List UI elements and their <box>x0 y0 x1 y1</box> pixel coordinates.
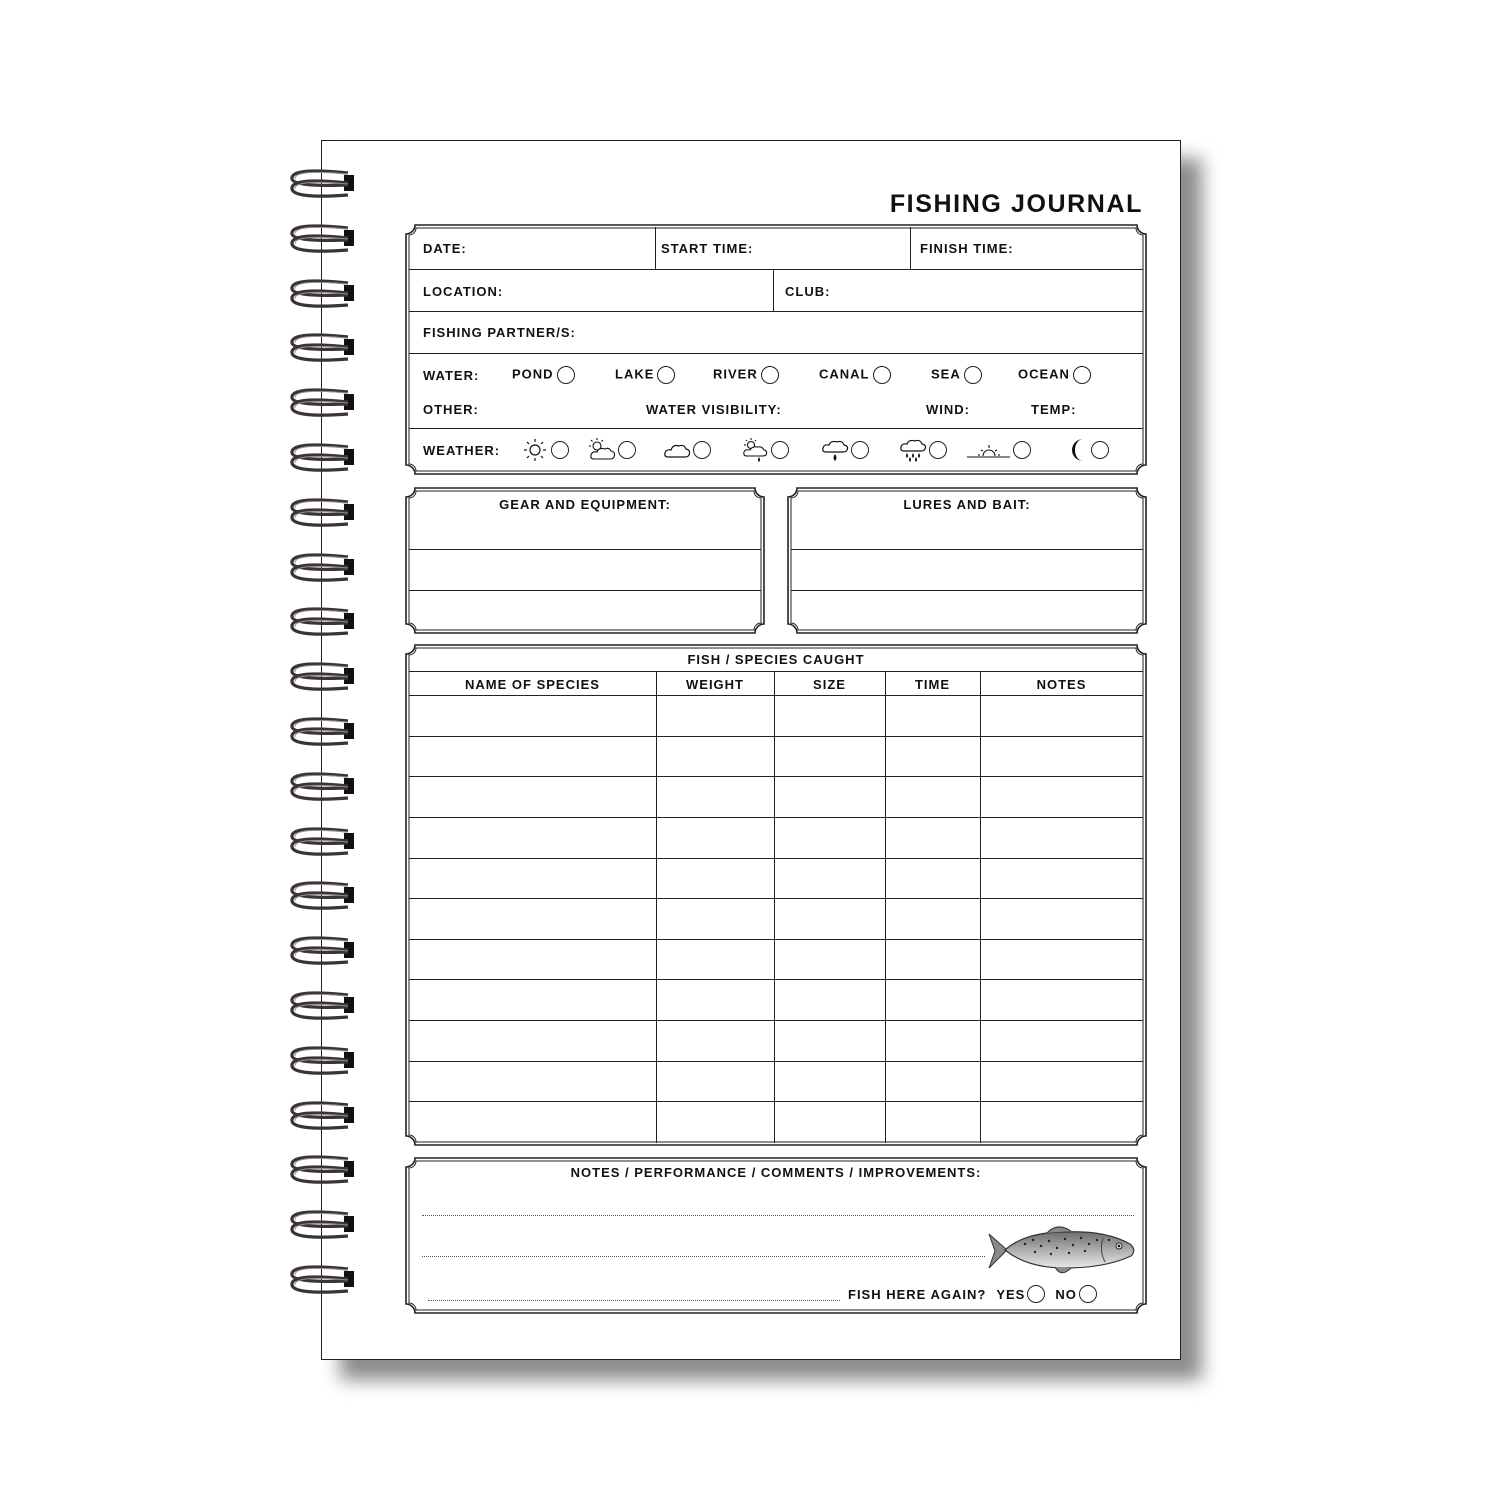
water-option-label: POND <box>512 366 554 382</box>
catch-table-title: FISH / SPECIES CAUGHT <box>687 652 865 667</box>
finish-time-field[interactable]: FINISH TIME: <box>920 241 1014 256</box>
table-row[interactable] <box>409 898 1143 899</box>
canal-radio[interactable] <box>873 366 891 384</box>
water-label: WATER: <box>423 368 480 383</box>
other-field[interactable]: OTHER: <box>423 402 479 417</box>
sea-radio[interactable] <box>964 366 982 384</box>
gear-line[interactable] <box>409 590 761 591</box>
session-frame-inner <box>409 228 1143 471</box>
column-divider <box>774 671 775 1143</box>
table-row[interactable] <box>409 695 1143 696</box>
fish-again-row <box>848 1285 1097 1303</box>
divider <box>655 227 656 269</box>
fish-again-label: FISH HERE AGAIN? <box>848 1286 987 1302</box>
weather-option-partly-cloudy[interactable] <box>587 436 636 464</box>
water-option-label: LAKE <box>615 366 655 382</box>
divider <box>409 353 1143 354</box>
column-header-weight: WEIGHT <box>686 677 744 692</box>
no-radio[interactable] <box>1079 1285 1097 1303</box>
weather-option-sunset[interactable] <box>966 436 1031 464</box>
partly-cloudy-icon <box>587 437 617 463</box>
page-title: FISHING JOURNAL <box>889 190 1143 218</box>
club-field[interactable]: CLUB: <box>785 284 831 299</box>
divider <box>409 311 1143 312</box>
column-header-species: NAME OF SPECIES <box>465 677 600 692</box>
notes-title: NOTES / PERFORMANCE / COMMENTS / IMPROVEMENTS: <box>570 1165 982 1180</box>
sun-icon <box>520 437 550 463</box>
column-divider <box>885 671 886 1143</box>
weather-option-sun[interactable] <box>520 436 569 464</box>
water-option-lake[interactable] <box>615 366 675 384</box>
weather-radio[interactable] <box>618 441 636 459</box>
table-row[interactable] <box>409 979 1143 980</box>
weather-radio[interactable] <box>771 441 789 459</box>
notes-line[interactable] <box>422 1215 1134 1216</box>
table-row[interactable] <box>409 776 1143 777</box>
weather-radio[interactable] <box>693 441 711 459</box>
water-option-pond[interactable] <box>512 366 575 384</box>
lures-line[interactable] <box>791 549 1143 550</box>
location-field[interactable]: LOCATION: <box>423 284 504 299</box>
weather-option-sun-cloud-rain[interactable] <box>740 436 789 464</box>
catch-table-frame <box>406 645 1146 1145</box>
table-row[interactable] <box>409 736 1143 737</box>
weather-radio[interactable] <box>551 441 569 459</box>
water-option-label: RIVER <box>713 366 758 382</box>
cloud-heavy-rain-icon <box>898 437 928 463</box>
cloud-icon <box>662 437 692 463</box>
cloud-drizzle-icon <box>820 437 850 463</box>
moon-icon <box>1068 437 1090 463</box>
ocean-radio[interactable] <box>1073 366 1091 384</box>
yes-radio[interactable] <box>1027 1285 1045 1303</box>
pond-radio[interactable] <box>557 366 575 384</box>
weather-label: WEATHER: <box>423 443 501 458</box>
divider <box>409 671 1143 672</box>
column-header-notes: NOTES <box>1036 677 1087 692</box>
water-option-label: SEA <box>931 366 961 382</box>
table-row[interactable] <box>409 1020 1143 1021</box>
water-visibility-field[interactable]: WATER VISIBILITY: <box>646 402 782 417</box>
water-option-ocean[interactable] <box>1018 366 1091 384</box>
lures-title: LURES AND BAIT: <box>903 497 1031 512</box>
table-row[interactable] <box>409 817 1143 818</box>
catch-table-frame-inner <box>409 648 1143 1142</box>
table-row[interactable] <box>409 1101 1143 1102</box>
sunset-icon <box>966 437 1012 463</box>
column-divider <box>656 671 657 1143</box>
weather-radio[interactable] <box>1013 441 1031 459</box>
sun-cloud-rain-icon <box>740 437 770 463</box>
water-option-label: CANAL <box>819 366 870 382</box>
weather-option-heavy-rain[interactable] <box>898 436 947 464</box>
wind-field[interactable]: WIND: <box>926 402 970 417</box>
weather-radio[interactable] <box>1091 441 1109 459</box>
notes-line[interactable] <box>428 1300 840 1301</box>
weather-option-night[interactable] <box>1068 436 1109 464</box>
trout-illustration <box>985 1222 1140 1282</box>
weather-radio[interactable] <box>929 441 947 459</box>
water-option-sea[interactable] <box>931 366 982 384</box>
yes-label: YES <box>996 1286 1026 1302</box>
table-row[interactable] <box>409 939 1143 940</box>
column-header-time: TIME <box>914 677 951 692</box>
temp-field[interactable]: TEMP: <box>1031 402 1077 417</box>
table-row[interactable] <box>409 1061 1143 1062</box>
date-field[interactable]: DATE: <box>423 241 467 256</box>
divider <box>910 227 911 269</box>
lures-line[interactable] <box>791 590 1143 591</box>
divider <box>409 428 1143 429</box>
fishing-partners-field[interactable]: FISHING PARTNER/S: <box>423 325 576 340</box>
notes-line[interactable] <box>422 1256 985 1257</box>
water-option-river[interactable] <box>713 366 779 384</box>
water-option-canal[interactable] <box>819 366 891 384</box>
water-option-label: OCEAN <box>1018 366 1070 382</box>
table-row[interactable] <box>409 858 1143 859</box>
column-header-size: SIZE <box>813 677 846 692</box>
lake-radio[interactable] <box>657 366 675 384</box>
no-label: NO <box>1055 1286 1077 1302</box>
weather-option-cloud[interactable] <box>662 436 711 464</box>
gear-line[interactable] <box>409 549 761 550</box>
gear-title: GEAR AND EQUIPMENT: <box>499 497 671 512</box>
column-divider <box>980 671 981 1143</box>
weather-radio[interactable] <box>851 441 869 459</box>
divider <box>773 269 774 311</box>
divider <box>409 269 1143 270</box>
river-radio[interactable] <box>761 366 779 384</box>
weather-option-drizzle[interactable] <box>820 436 869 464</box>
start-time-field[interactable]: START TIME: <box>661 241 754 256</box>
